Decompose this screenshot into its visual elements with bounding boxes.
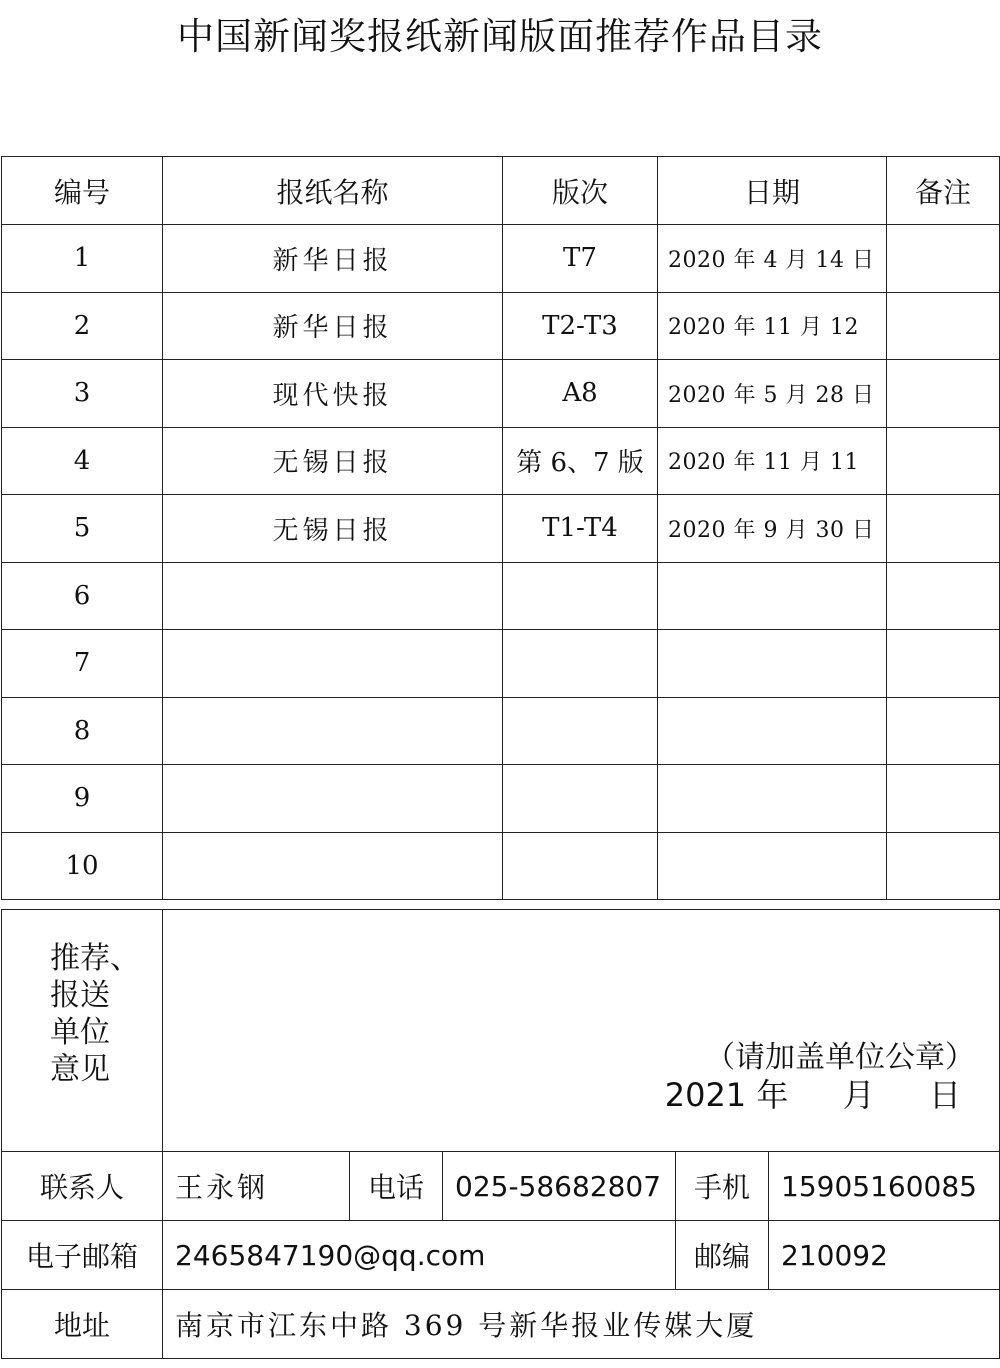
cell-edition[interactable]: T2-T3 <box>503 292 658 360</box>
cell-date[interactable] <box>658 765 887 833</box>
cell-paper-name[interactable] <box>163 630 503 698</box>
address-label: 地址 <box>2 1290 163 1359</box>
opinion-label-line: 单位 <box>50 1015 110 1050</box>
opinion-row <box>2 910 1000 1152</box>
header-edition: 版次 <box>503 157 658 225</box>
mobile-value[interactable]: 15905160085 <box>769 1152 1000 1221</box>
cell-note[interactable] <box>887 292 1000 360</box>
table-row <box>2 292 1000 360</box>
table-row <box>2 630 1000 698</box>
cell-paper-name[interactable]: 现代快报 <box>163 360 503 428</box>
address-row <box>2 1290 1000 1359</box>
table-row <box>2 495 1000 563</box>
cell-paper-name[interactable]: 新华日报 <box>163 225 503 293</box>
cell-number: 6 <box>2 562 163 630</box>
cell-number: 3 <box>2 360 163 428</box>
cell-edition[interactable] <box>503 562 658 630</box>
stamp-note: （请加盖单位公章） <box>705 1040 976 1075</box>
cell-number: 9 <box>2 765 163 833</box>
email-label: 电子邮箱 <box>2 1221 163 1290</box>
page-title: 中国新闻奖报纸新闻版面推荐作品目录 <box>177 15 823 58</box>
phone-label: 电话 <box>350 1152 443 1221</box>
mobile-label: 手机 <box>676 1152 769 1221</box>
cell-date[interactable]: 2020 年 11 月 12 <box>658 292 887 360</box>
address-value[interactable]: 南京市江东中路 369 号新华报业传媒大厦 <box>163 1290 1000 1359</box>
header-date: 日期 <box>658 157 887 225</box>
cell-paper-name[interactable]: 无锡日报 <box>163 427 503 495</box>
opinion-label <box>2 910 163 1152</box>
postcode-label: 邮编 <box>676 1221 769 1290</box>
catalog-table <box>1 156 1000 900</box>
cell-date[interactable] <box>658 630 887 698</box>
cell-note[interactable] <box>887 225 1000 293</box>
cell-paper-name[interactable] <box>163 765 503 833</box>
cell-date[interactable]: 2020 年 11 月 11 <box>658 427 887 495</box>
opinion-field[interactable] <box>163 910 1000 1152</box>
table-row <box>2 765 1000 833</box>
table-row <box>2 832 1000 900</box>
contact-person-value[interactable]: 王永钢 <box>163 1152 350 1221</box>
header-paper-name: 报纸名称 <box>163 157 503 225</box>
cell-paper-name[interactable] <box>163 562 503 630</box>
cell-date[interactable] <box>658 697 887 765</box>
cell-paper-name[interactable] <box>163 697 503 765</box>
cell-edition[interactable] <box>503 697 658 765</box>
cell-date[interactable] <box>658 562 887 630</box>
header-number: 编号 <box>2 157 163 225</box>
table-row <box>2 225 1000 293</box>
cell-note[interactable] <box>887 832 1000 900</box>
cell-number: 7 <box>2 630 163 698</box>
table-row <box>2 562 1000 630</box>
table-header-row <box>2 157 1000 225</box>
contact-table <box>1 909 1000 1359</box>
cell-number: 4 <box>2 427 163 495</box>
sign-year: 2021 年 <box>664 1076 789 1114</box>
contact-person-label: 联系人 <box>2 1152 163 1221</box>
opinion-label-line: 意见 <box>50 1052 110 1087</box>
contact-row <box>2 1152 1000 1221</box>
cell-number: 2 <box>2 292 163 360</box>
cell-date[interactable]: 2020 年 5 月 28 日 <box>658 360 887 428</box>
email-value[interactable]: 2465847190@qq.com <box>163 1221 676 1290</box>
cell-edition[interactable]: 第 6、7 版 <box>503 427 658 495</box>
sign-day: 日 <box>929 1076 962 1114</box>
cell-paper-name[interactable]: 无锡日报 <box>163 495 503 563</box>
opinion-label-line: 报送 <box>50 978 110 1013</box>
cell-edition[interactable]: T7 <box>503 225 658 293</box>
header-note: 备注 <box>887 157 1000 225</box>
email-row <box>2 1221 1000 1290</box>
sign-date <box>665 1070 961 1116</box>
cell-paper-name[interactable]: 新华日报 <box>163 292 503 360</box>
cell-date[interactable] <box>658 832 887 900</box>
postcode-value[interactable]: 210092 <box>769 1221 1000 1290</box>
cell-number: 8 <box>2 697 163 765</box>
cell-note[interactable] <box>887 765 1000 833</box>
cell-date[interactable]: 2020 年 4 月 14 日 <box>658 225 887 293</box>
sign-month: 月 <box>842 1076 875 1114</box>
cell-edition[interactable]: A8 <box>503 360 658 428</box>
cell-date[interactable]: 2020 年 9 月 30 日 <box>658 495 887 563</box>
cell-edition[interactable]: T1-T4 <box>503 495 658 563</box>
table-row <box>2 427 1000 495</box>
cell-note[interactable] <box>887 495 1000 563</box>
cell-note[interactable] <box>887 562 1000 630</box>
cell-number: 1 <box>2 225 163 293</box>
cell-edition[interactable] <box>503 630 658 698</box>
cell-note[interactable] <box>887 697 1000 765</box>
cell-number: 10 <box>2 832 163 900</box>
cell-note[interactable] <box>887 360 1000 428</box>
cell-note[interactable] <box>887 427 1000 495</box>
cell-edition[interactable] <box>503 765 658 833</box>
cell-number: 5 <box>2 495 163 563</box>
cell-note[interactable] <box>887 630 1000 698</box>
table-row <box>2 697 1000 765</box>
table-row <box>2 360 1000 428</box>
phone-value[interactable]: 025-58682807 <box>443 1152 676 1221</box>
opinion-label-line: 推荐、 <box>50 941 140 976</box>
cell-edition[interactable] <box>503 832 658 900</box>
cell-paper-name[interactable] <box>163 832 503 900</box>
